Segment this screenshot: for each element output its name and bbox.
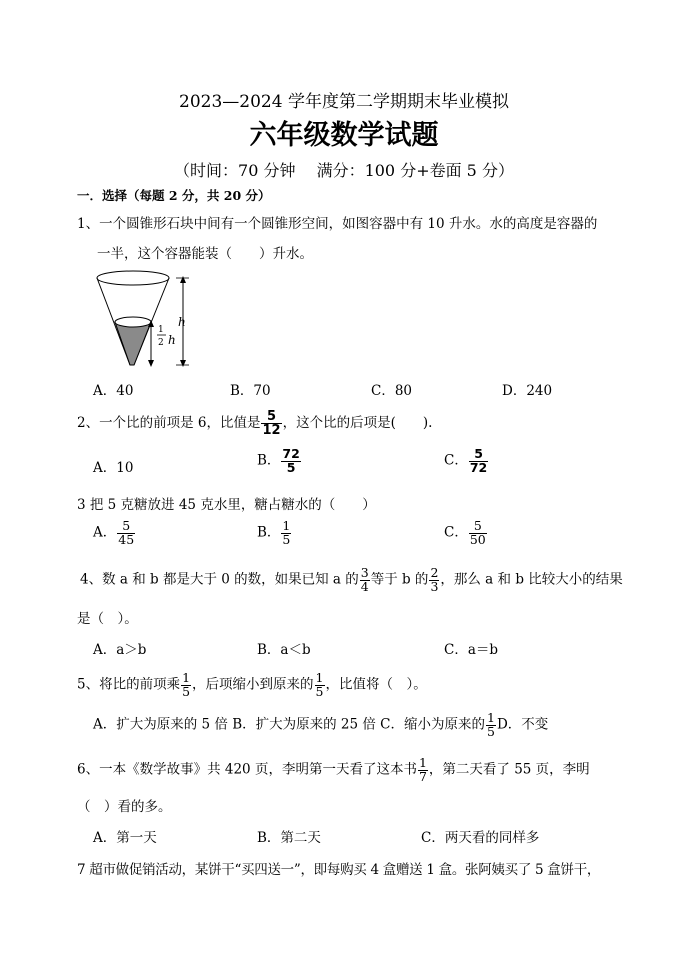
q2-option-b-num: 72 (282, 446, 300, 461)
q2-frac-num: 5 (267, 409, 277, 424)
q5-f2-num: 1 (315, 670, 324, 685)
half-fraction-den: 2 (158, 338, 164, 348)
question-5 (77, 672, 427, 698)
q5-options-text: A．扩大为原来的 5 倍 B．扩大为原来的 25 倍 C．缩小为原来的 (93, 716, 486, 733)
q2-option-b-label: B． (257, 452, 281, 469)
q3-option-b-fraction (281, 520, 291, 546)
q2-option-c (444, 448, 489, 474)
question-4-line-2: 是（ ）。 (77, 611, 138, 627)
q2-option-b (257, 448, 302, 474)
q4-fraction-2 (429, 567, 439, 593)
q4-option-a: A．a＞b (93, 642, 147, 658)
q5-options-fraction (486, 712, 496, 738)
q1-option-b: B．70 (230, 383, 271, 399)
q4-text-pre: 4、数 a 和 b 都是大于 0 的数，如果已知 a 的 (80, 571, 359, 588)
q3-option-c-fraction (469, 520, 487, 546)
q4-option-c: C．a＝b (444, 642, 499, 658)
q6-option-c: C．两天看的同样多 (421, 830, 540, 846)
q6-option-a: A．第一天 (93, 830, 157, 846)
q4-fraction-1 (360, 567, 370, 593)
exam-subtitle: 2023—2024 学年度第二学期期末毕业模拟 (179, 92, 509, 112)
q2-text-post: ，这个比的后项是( ). (282, 415, 433, 431)
q2-option-a: A．10 (93, 460, 134, 476)
q4-f2-num: 2 (430, 565, 439, 580)
question-3: 3 把 5 克糖放进 45 克水里，糖占糖水的（ ） (77, 497, 376, 513)
q6-text-pre: 6、一本《数学故事》共 420 页，李明第一天看了这本书 (77, 761, 417, 778)
q5-fraction-2 (315, 672, 325, 698)
q4-text-post: ，那么 a 和 b 比较大小的结果 (440, 571, 623, 588)
question-4-line-1 (80, 567, 623, 593)
question-1-line-1: 1、一个圆锥形石块中间有一个圆锥形空间，如图容器中有 10 升水。水的高度是容器的 (77, 216, 598, 232)
q2-option-c-num: 5 (474, 446, 483, 461)
q6-fraction (418, 757, 428, 783)
page-title: 六年级数学试题 (249, 120, 439, 151)
section-heading: 一．选择（每题 2 分，共 20 分） (77, 188, 271, 203)
exam-meta: （时间：70 分钟 满分：100 分+卷面 5 分） (174, 161, 514, 180)
q4-f1-num: 3 (360, 565, 369, 580)
q6-frac-num: 1 (418, 755, 427, 770)
q3-option-a-num: 5 (122, 518, 131, 533)
half-fraction-num: 1 (158, 325, 164, 335)
q5-f1-den: 5 (182, 683, 191, 699)
q3-option-b (257, 520, 292, 546)
half-height-label: h (168, 333, 176, 347)
question-6-line-1 (77, 757, 590, 783)
q5-opts-den: 5 (487, 723, 495, 739)
q3-option-a (93, 520, 136, 546)
q5-option-d: D．不变 (496, 716, 549, 733)
question-7-line-1: 7 超市做促销活动，某饼干“买四送一”，即每购买 4 盒赠送 1 盒。张阿姨买了 5 盒饼干， (77, 862, 601, 878)
q5-f2-den: 5 (315, 683, 324, 699)
q3-option-c-den: 50 (469, 531, 486, 547)
cone-rim (97, 271, 169, 285)
q2-option-c-fraction (469, 448, 488, 474)
q4-option-b: B．a＜b (257, 642, 311, 658)
q2-option-c-den: 72 (469, 459, 488, 475)
q3-option-b-num: 1 (282, 518, 291, 533)
q5-f1-num: 1 (182, 670, 191, 685)
q2-option-b-fraction (281, 448, 300, 474)
q5-text-mid: ，后项缩小到原来的 (192, 676, 314, 693)
q2-frac-den: 12 (262, 423, 281, 438)
q6-text-post: ，第二天看了 55 页，李明 (428, 761, 590, 778)
question-1-line-2: 一半，这个容器能装（ ）升水。 (97, 246, 313, 262)
q2-ratio-fraction (261, 410, 281, 437)
q2-option-b-den: 5 (281, 461, 300, 475)
q5-fraction-1 (181, 672, 191, 698)
cone-container-figure (88, 268, 198, 370)
q1-option-c: C．80 (371, 383, 413, 399)
q5-opts-num: 1 (487, 710, 495, 725)
q6-frac-den: 7 (418, 768, 427, 784)
q4-f1-den: 4 (360, 578, 369, 594)
q5-text-pre: 5、将比的前项乘 (77, 676, 181, 693)
q3-option-a-label: A． (93, 524, 117, 541)
water-fill (115, 322, 151, 365)
q4-f2-den: 3 (430, 578, 439, 594)
q3-option-c (444, 520, 488, 546)
q2-text-pre: 2、一个比的前项是 6，比值是 (77, 415, 261, 431)
q1-option-a: A．40 (93, 383, 134, 399)
q3-option-c-num: 5 (473, 518, 482, 533)
q3-option-a-den: 45 (118, 531, 135, 547)
q5-options (93, 712, 548, 738)
q3-option-a-fraction (117, 520, 135, 546)
water-surface (115, 317, 151, 327)
q2-option-c-label: C． (444, 452, 468, 469)
q6-option-b: B．第二天 (257, 830, 321, 846)
q5-text-post: ，比值将（ ）。 (325, 676, 427, 693)
q1-option-d: D．240 (502, 383, 553, 399)
height-label: h (178, 315, 186, 329)
q4-text-mid: 等于 b 的 (370, 571, 429, 588)
q3-option-b-den: 5 (282, 531, 291, 547)
question-6-line-2: （ ）看的多。 (77, 799, 172, 815)
question-2 (77, 410, 432, 437)
q3-option-c-label: C． (444, 524, 468, 541)
q3-option-b-label: B． (257, 524, 281, 541)
